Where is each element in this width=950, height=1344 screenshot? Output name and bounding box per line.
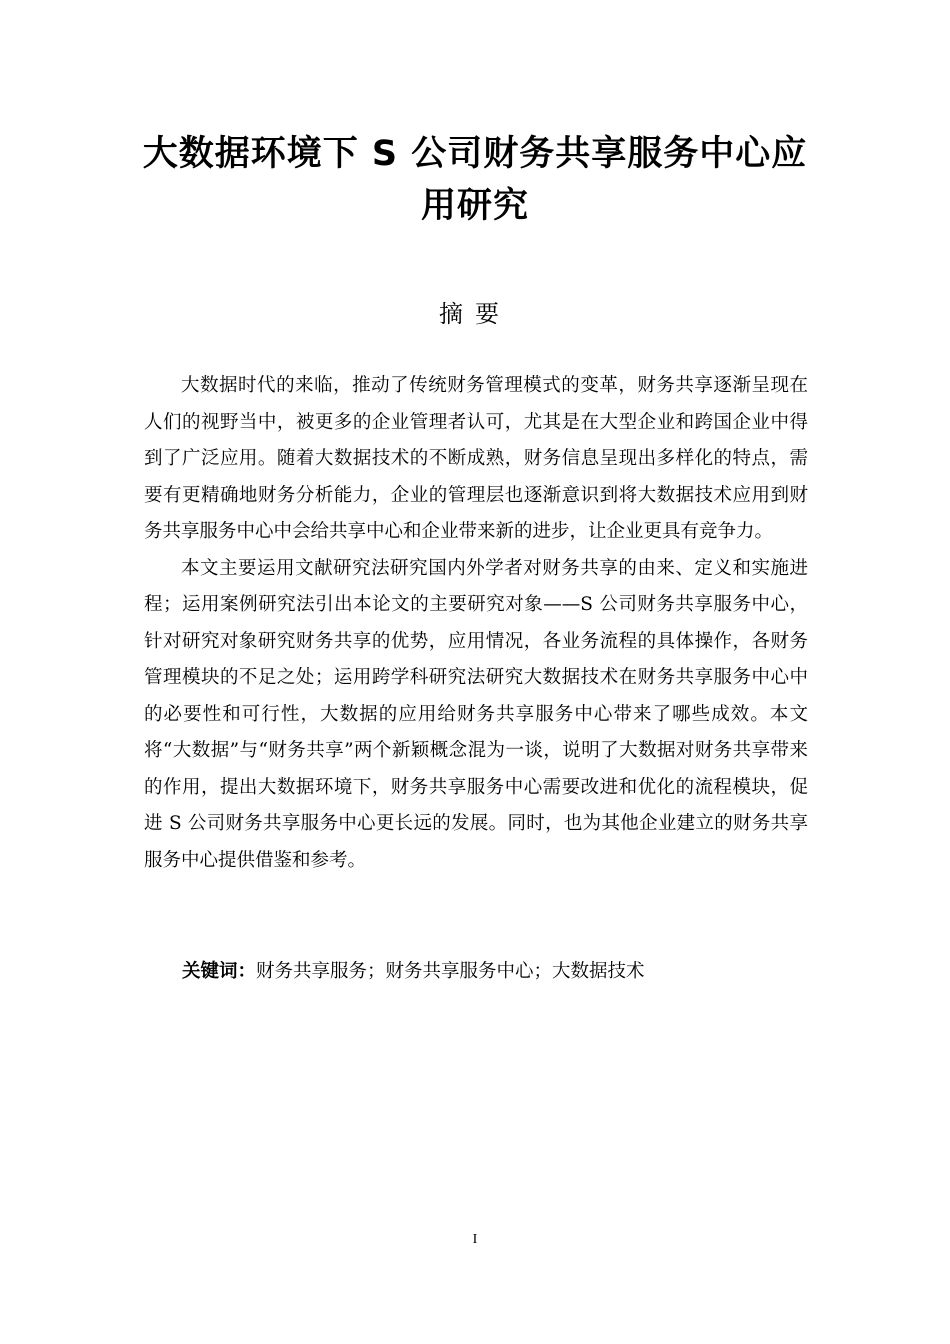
abstract-paragraph-2: 本文主要运用文献研究法研究国内外学者对财务共享的由来、定义和实施进程；运用案例研究法引出本论文的主要研究对象——S 公司财务共享服务中心，针对研究对象研究财务共享的优势，应用情况，各业务流程的具体操作，各财务管理模块的不足之处；运用跨学科研究法研究大数据技术在财务共享服务中心中的必要性和可行性，大数据的应用给财务共享服务中心带来了哪些成效。本文将“大数据”与“财务共享”两个新颖概念混为一谈，说明了大数据对财务共享带来的作用，提出大数据环境下，财务共享服务中心需要改进和优化的流程模块，促进 S 公司财务共享服务中心更长远的发展。同时，也为其他企业建立的财务共享服务中心提供借鉴和参考。: [144, 557, 808, 871]
abstract-body: [144, 368, 808, 879]
paper-title-line-1: 大数据环境下 S 公司财务共享服务中心应: [142, 134, 808, 174]
abstract-heading: 摘要: [439, 300, 511, 328]
paper-title: [120, 128, 830, 232]
abstract-paragraph-1: 大数据时代的来临，推动了传统财务管理模式的变革，财务共享逐渐呈现在人们的视野当中，被更多的企业管理者认可，尤其是在大型企业和跨国企业中得到了广泛应用。随着大数据技术的不断成熟，财务信息呈现出多样化的特点，需要有更精确地财务分析能力，企业的管理层也逐渐意识到将大数据技术应用到财务共享服务中心中会给共享中心和企业带来新的进步，让企业更具有竞争力。: [144, 375, 808, 542]
keywords-line: [182, 956, 808, 988]
page-number: I: [472, 1232, 478, 1247]
keywords-value: 财务共享服务；财务共享服务中心；大数据技术: [256, 961, 645, 982]
paper-title-line-2: 用研究: [420, 186, 529, 226]
keywords-label: 关键词：: [182, 961, 257, 982]
